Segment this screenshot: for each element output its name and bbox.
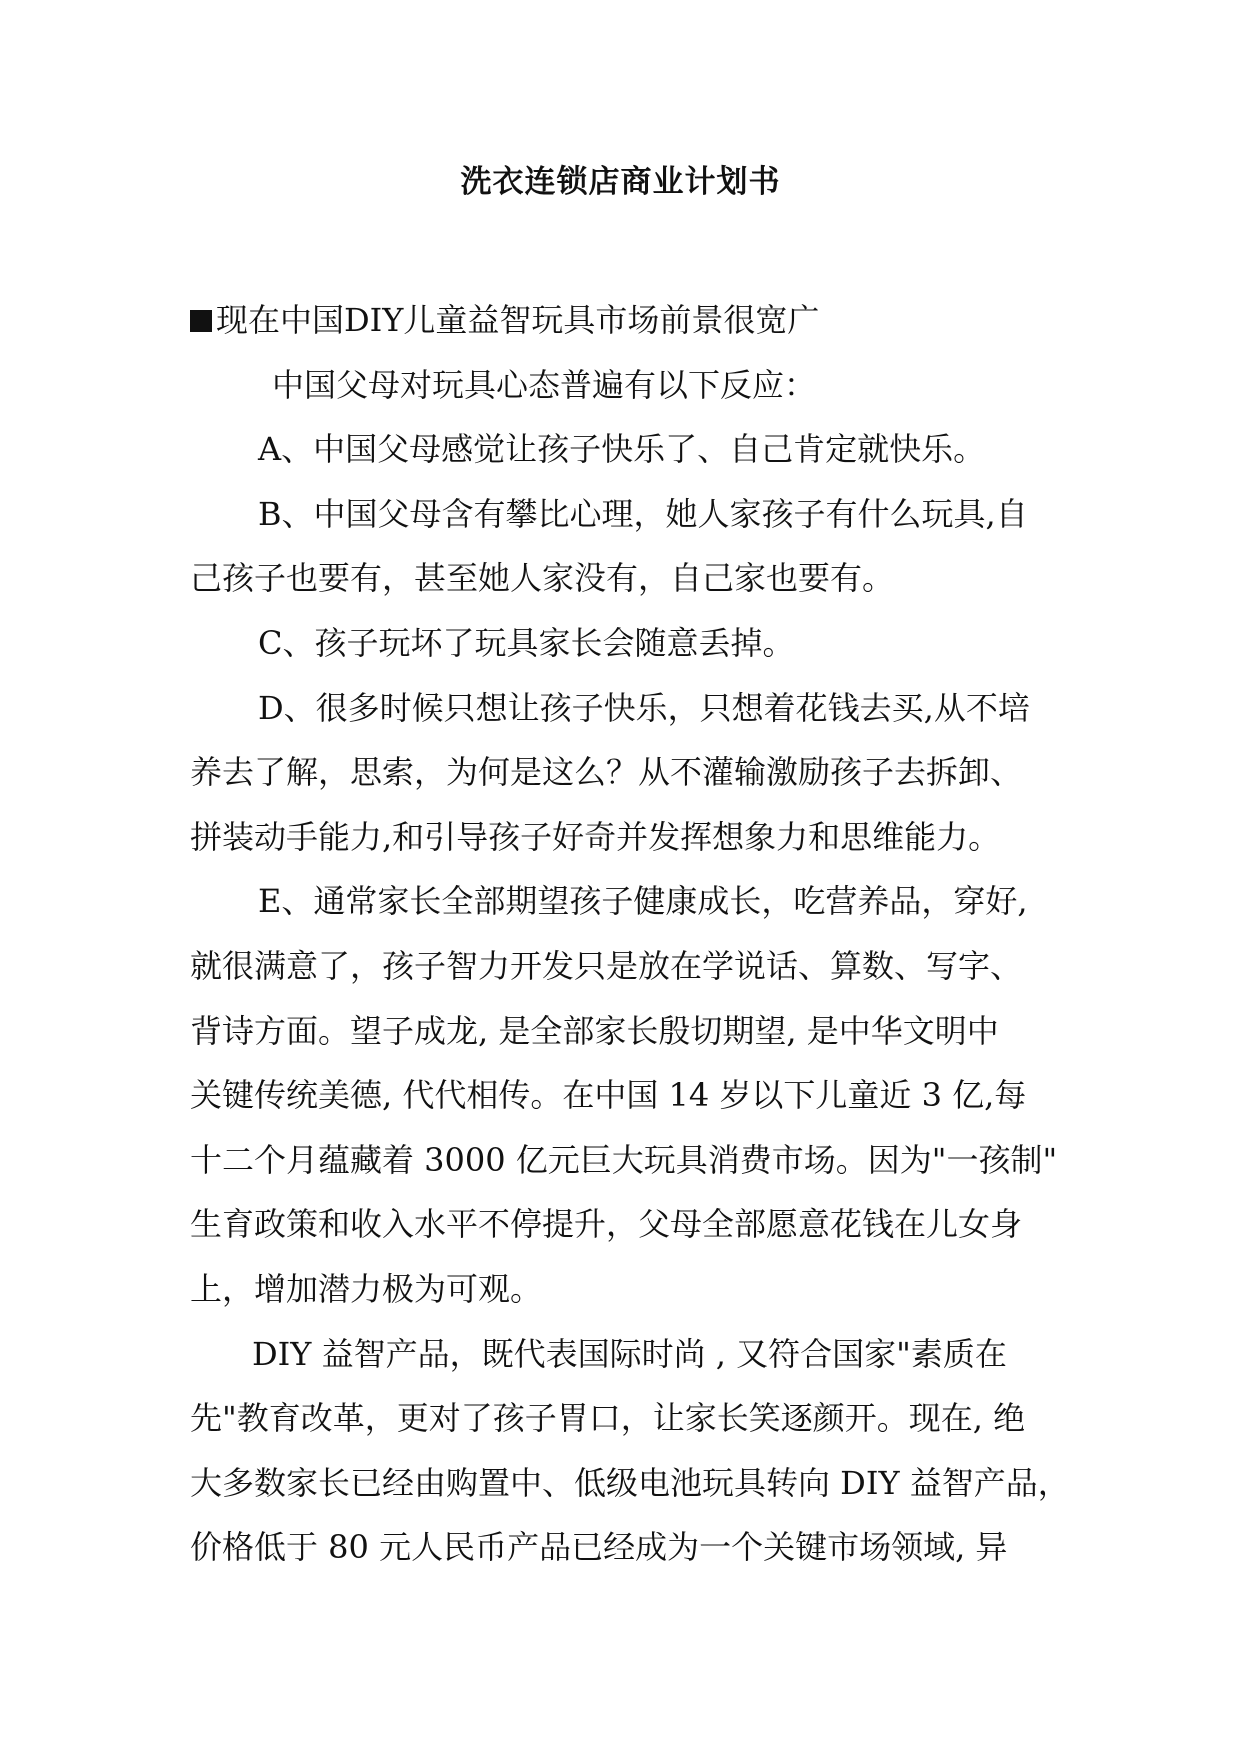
text-line: 价格低于 80 元人民币产品已经成为一个关键市场领域, 异	[190, 1528, 1008, 1567]
text-line: 大多数家长已经由购置中、低级电池玩具转向 DIY 益智产品，	[190, 1463, 1070, 1502]
section-heading-text: 现在中国DIY儿童益智玩具市场前景很宽广	[216, 301, 820, 339]
text-line: 关键传统美德, 代代相传。在中国 14 岁以下儿童近 3 亿,每	[190, 1076, 1027, 1115]
document-body	[190, 288, 1070, 1580]
text-line: 就很满意了，孩子智力开发只是放在学说话、算数、写字、	[190, 946, 1023, 985]
document-title: 洗衣连锁店商业计划书	[460, 164, 781, 200]
text-line: 生育政策和收入水平不停提升，父母全部愿意花钱在儿女身	[190, 1205, 1023, 1244]
text-line: B、中国父母含有攀比心理，她人家孩子有什么玩具,自	[258, 494, 1028, 533]
text-line: E、通常家长全部期望孩子健康成长，吃营养品，穿好,	[258, 882, 1028, 921]
text-line: 中国父母对玩具心态普遍有以下反应：	[272, 365, 817, 404]
text-line: D、很多时候只想让孩子快乐，只想着花钱去买,从不培	[258, 688, 1030, 727]
text-line: DIY 益智产品，既代表国际时尚 , 又符合国家"素质在	[252, 1334, 1007, 1373]
text-line: 先"教育改革，更对了孩子胃口，让家长笑逐颜开。现在, 绝	[190, 1399, 1026, 1438]
text-line: 上，增加潜力极为可观。	[190, 1269, 543, 1308]
text-line: 拼装动手能力,和引导孩子好奇并发挥想象力和思维能力。	[190, 817, 1001, 856]
text-line: 养去了解，思索，为何是这么？从不灌输激励孩子去拆卸、	[190, 753, 1023, 792]
text-line: 己孩子也要有，甚至她人家没有，自己家也要有。	[190, 559, 895, 598]
text-line: C、孩子玩坏了玩具家长会随意丢掉。	[258, 623, 795, 662]
text-line: 背诗方面。望子成龙, 是全部家长殷切期望, 是中华文明中	[190, 1011, 999, 1050]
text-line: 十二个月蕴藏着 3000 亿元巨大玩具消费市场。因为"一孩制"	[190, 1140, 1058, 1179]
bullet-square-icon	[190, 310, 212, 332]
section-heading	[190, 288, 1062, 353]
text-line: A、中国父母感觉让孩子快乐了、自己肯定就快乐。	[258, 430, 986, 469]
